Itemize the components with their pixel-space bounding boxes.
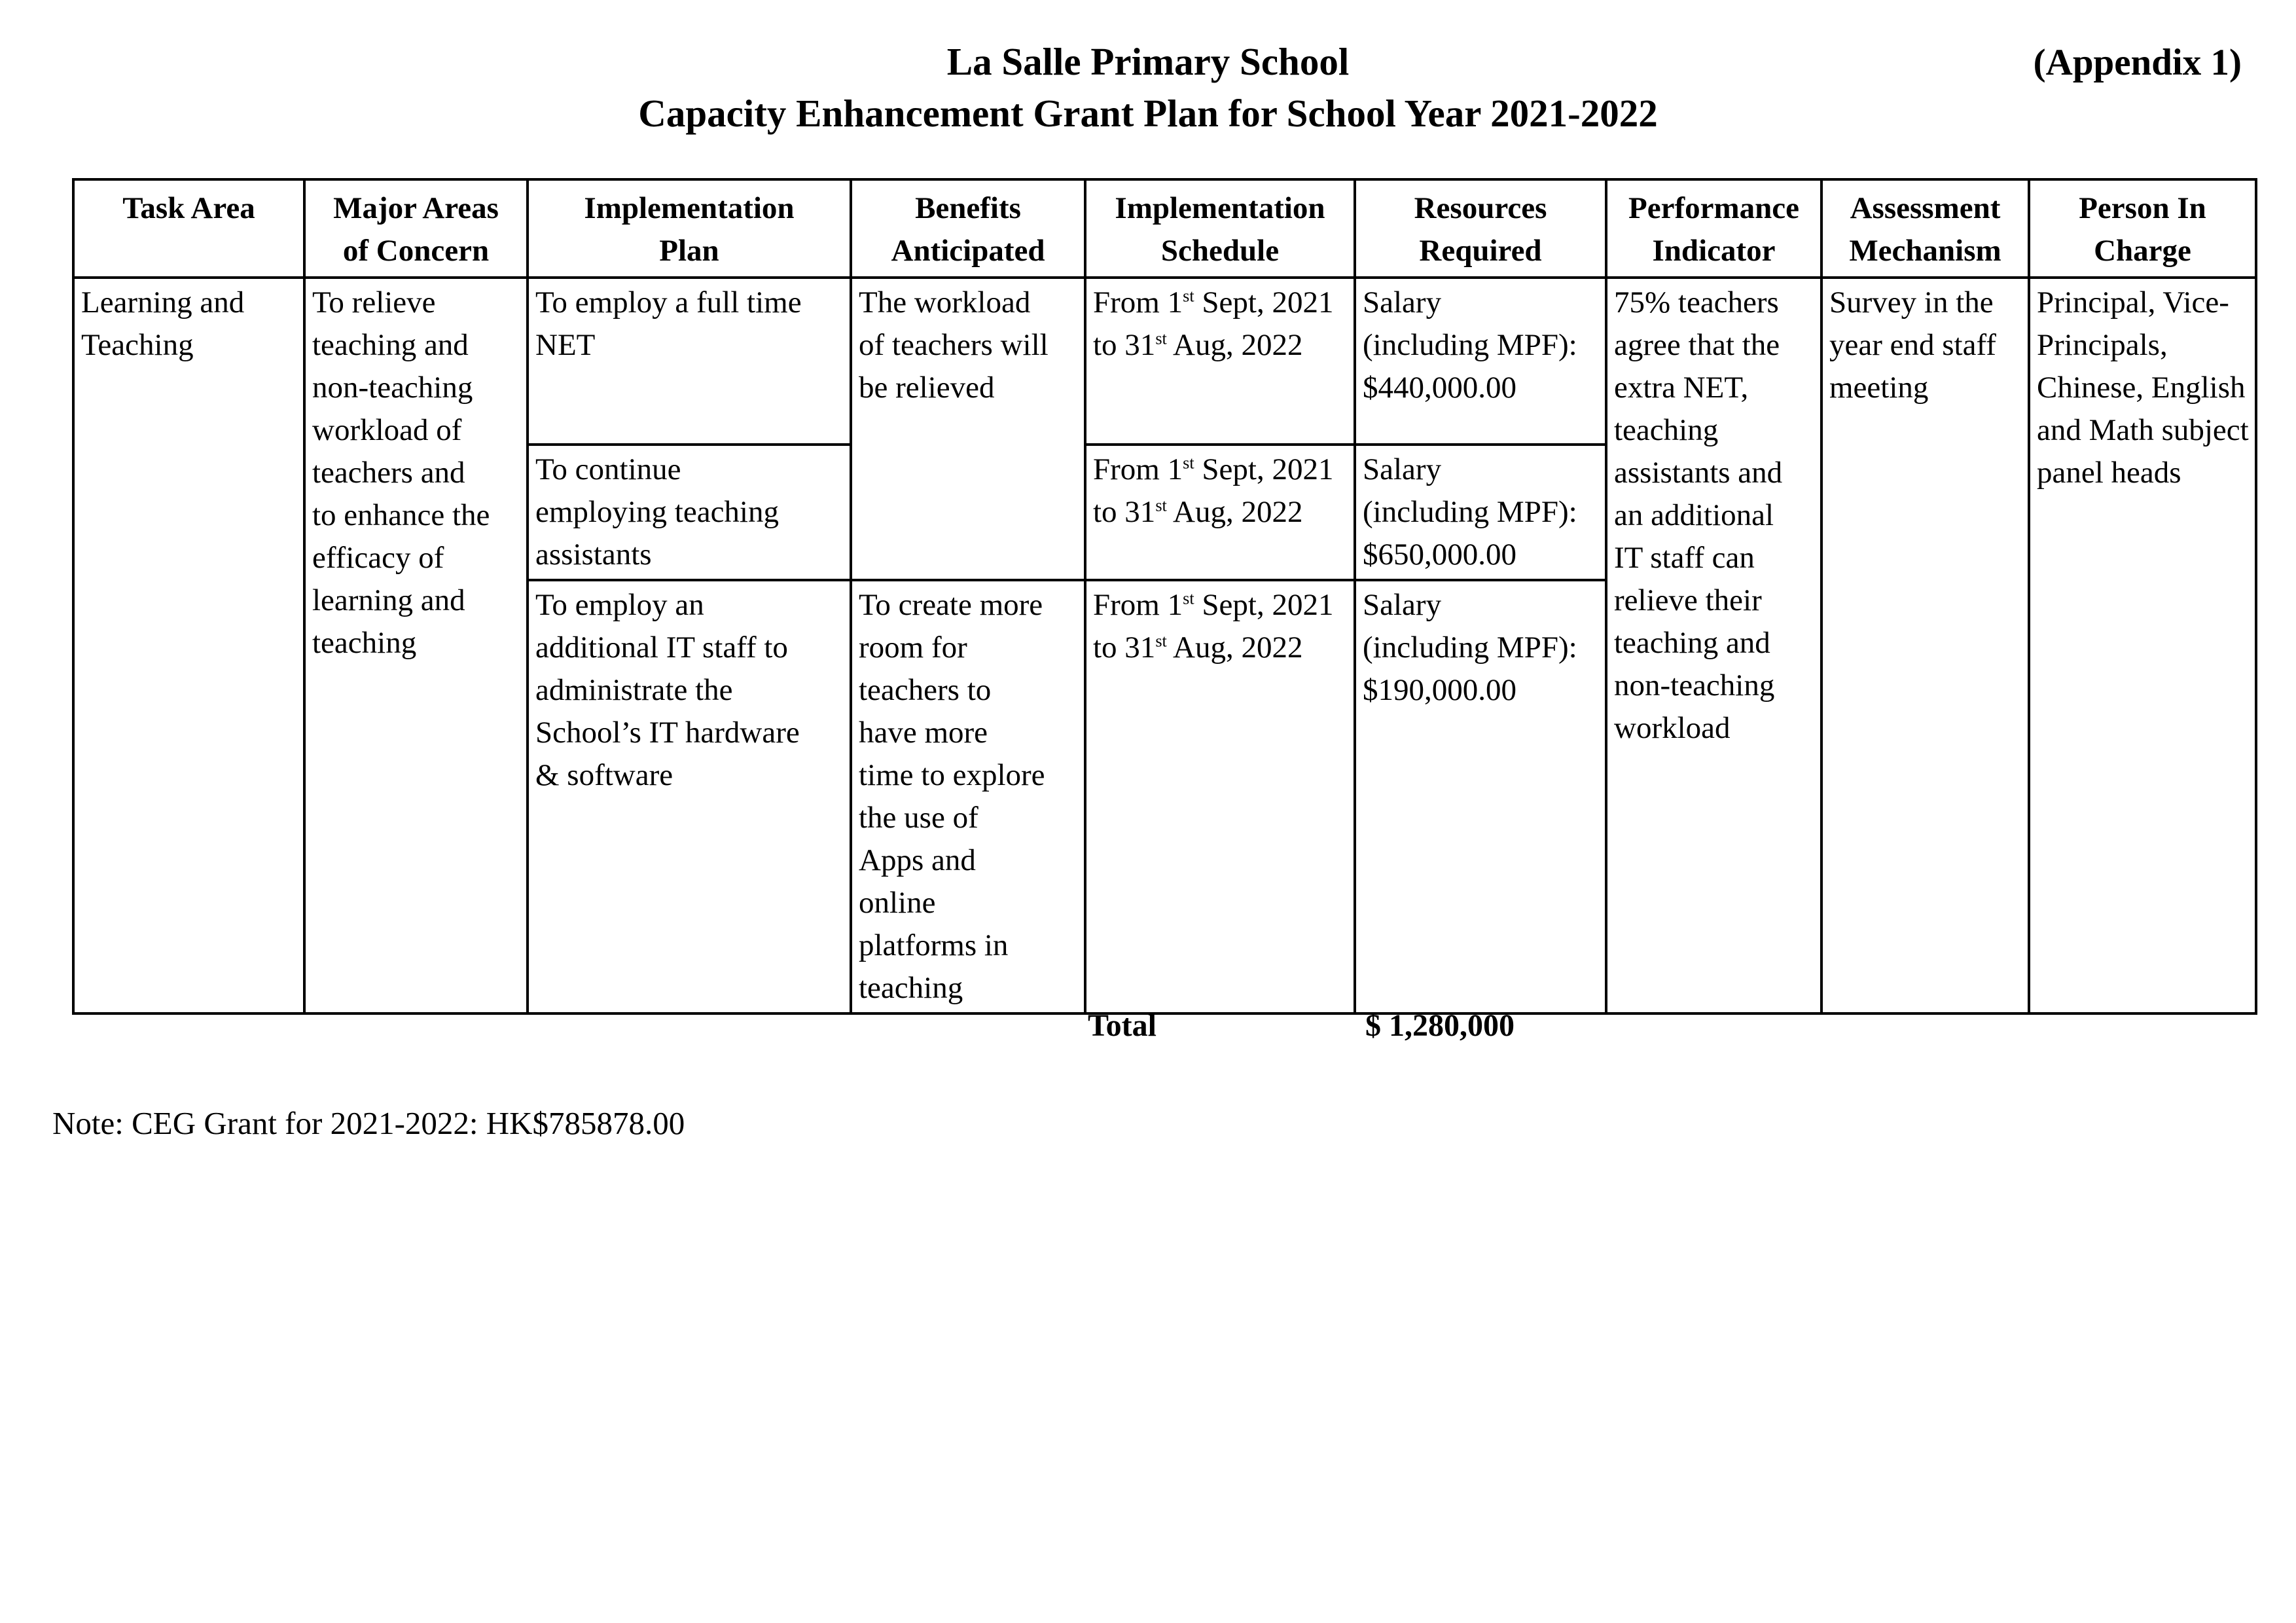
ordinal-suffix: st: [1155, 329, 1167, 348]
benefits-cell-2: To create more room for teachers to have more time to explore the use of Apps and online platforms in teaching: [851, 580, 1085, 1013]
performance-indicator-cell: 75% teachers agree that the extra NET, teaching assistants and an additional IT staff can relieve their teaching and non-teaching workload: [1606, 278, 1821, 1013]
assessment-mechanism-cell: Survey in the year end staff meeting: [1821, 278, 2029, 1013]
schedule-cell-1: [1085, 278, 1355, 445]
document-title-block: [0, 36, 2296, 139]
schedule-line-1: [1093, 584, 1350, 627]
header-implementation-schedule: Implementation Schedule: [1085, 179, 1355, 278]
header-assessment-mechanism: Assessment Mechanism: [1821, 179, 2029, 278]
schedule-date-part: to 31: [1093, 328, 1156, 362]
schedule-date-part: to 31: [1093, 630, 1156, 665]
header-task-area: Task Area: [73, 179, 304, 278]
schedule-line-1: [1093, 282, 1350, 324]
ordinal-suffix: st: [1183, 453, 1194, 473]
schedule-date-part: From 1: [1093, 588, 1183, 622]
task-area-cell: Learning and Teaching: [73, 278, 304, 1013]
table-header-row: [73, 179, 2256, 278]
implementation-plan-cell-3: To employ an additional IT staff to administrate the School’s IT hardware & software: [528, 580, 851, 1013]
resources-cell-2: Salary (including MPF): $650,000.00: [1355, 445, 1606, 580]
schedule-line-2: [1093, 324, 1350, 367]
schedule-cell-3: [1085, 580, 1355, 1013]
resources-cell-1: Salary (including MPF): $440,000.00: [1355, 278, 1606, 445]
benefits-cell-1: The workload of teachers will be relieved: [851, 278, 1085, 580]
schedule-date-part: Sept, 2021: [1194, 588, 1334, 622]
resources-cell-3: Salary (including MPF): $190,000.00: [1355, 580, 1606, 1013]
schedule-date-part: From 1: [1093, 285, 1183, 319]
header-performance-indicator: Performance Indicator: [1606, 179, 1821, 278]
header-implementation-plan: Implementation Plan: [528, 179, 851, 278]
schedule-date-part: Aug, 2022: [1166, 630, 1303, 665]
implementation-plan-cell-1: To employ a full time NET: [528, 278, 851, 445]
schedule-cell-2: [1085, 445, 1355, 580]
table-body-row-1: [73, 278, 2256, 445]
header-benefits-anticipated: Benefits Anticipated: [851, 179, 1085, 278]
schedule-date-part: Sept, 2021: [1194, 285, 1334, 319]
page-subtitle: Capacity Enhancement Grant Plan for School Year 2021-2022: [638, 92, 1658, 135]
schedule-date-part: Aug, 2022: [1166, 328, 1303, 362]
grant-plan-table: [72, 178, 2257, 1015]
header-person-in-charge: Person In Charge: [2029, 179, 2256, 278]
appendix-label: (Appendix 1): [2033, 42, 2242, 83]
ordinal-suffix: st: [1183, 286, 1194, 306]
implementation-plan-cell-2: To continue employing teaching assistants: [528, 445, 851, 580]
schedule-date-part: Sept, 2021: [1194, 452, 1334, 486]
schedule-line-2: [1093, 627, 1350, 669]
total-label: Total: [1088, 1008, 1157, 1043]
person-in-charge-cell: Principal, Vice- Principals, Chinese, English and Math subject panel heads: [2029, 278, 2256, 1013]
note-text: Note: CEG Grant for 2021-2022: HK$785878.00: [52, 1105, 685, 1141]
page-title: La Salle Primary School: [946, 40, 1350, 83]
major-areas-cell: To relieve teaching and non-teaching workload of teachers and to enhance the efficacy of learning and teaching: [304, 278, 528, 1013]
schedule-date-part: to 31: [1093, 495, 1156, 529]
header-major-areas: Major Areas of Concern: [304, 179, 528, 278]
ordinal-suffix: st: [1155, 496, 1167, 515]
schedule-date-part: Aug, 2022: [1166, 495, 1303, 529]
schedule-line-2: [1093, 491, 1350, 534]
header-resources-required: Resources Required: [1355, 179, 1606, 278]
schedule-date-part: From 1: [1093, 452, 1183, 486]
ordinal-suffix: st: [1183, 589, 1194, 608]
schedule-line-1: [1093, 448, 1350, 491]
total-amount: $ 1,280,000: [1365, 1008, 1515, 1043]
ordinal-suffix: st: [1155, 631, 1167, 651]
